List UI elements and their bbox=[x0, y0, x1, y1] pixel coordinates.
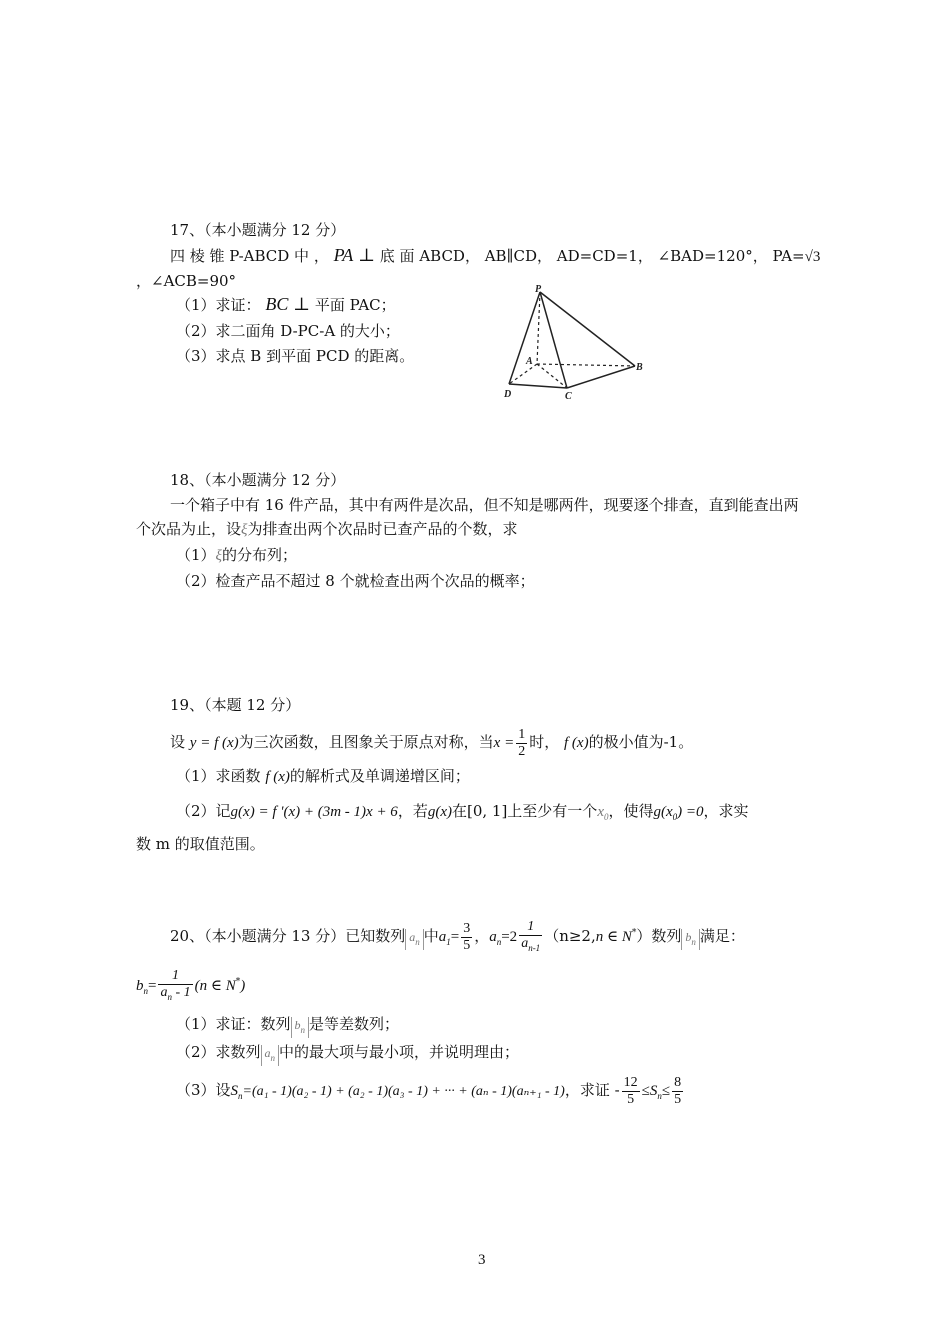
text: （1）求证：数列 bbox=[176, 1015, 291, 1033]
problem-20-q1 bbox=[176, 1014, 399, 1038]
xi-symbol: ξ bbox=[215, 548, 222, 564]
superscript: * bbox=[631, 928, 637, 938]
text: 满足： bbox=[699, 927, 745, 945]
denominator: 2 bbox=[518, 743, 526, 759]
math-y-fx: y = f (x) bbox=[189, 735, 239, 751]
math-n-in-n: (n ∈ N bbox=[194, 978, 236, 994]
problem-19-line1 bbox=[170, 722, 693, 763]
fraction-8-5 bbox=[672, 1075, 683, 1108]
math-fx: f (x) bbox=[564, 735, 589, 751]
text: （1） bbox=[176, 546, 216, 564]
text: 在[0, 1]上至少有一个 bbox=[451, 802, 598, 820]
seq-a bbox=[405, 929, 424, 950]
fraction-12-5 bbox=[622, 1075, 640, 1108]
edge-dc bbox=[509, 384, 567, 388]
subscript: 0 bbox=[672, 812, 678, 822]
text: 个次品为止，设 bbox=[136, 520, 242, 538]
text: ，使得 bbox=[608, 802, 654, 820]
text: 的极小值为-1。 bbox=[588, 733, 694, 751]
text: ， bbox=[474, 927, 490, 945]
text: ，若 bbox=[397, 802, 428, 820]
equals: = bbox=[450, 929, 460, 945]
superscript: * bbox=[235, 977, 241, 987]
text: 的分布列； bbox=[221, 546, 297, 564]
math-a1 bbox=[439, 929, 451, 945]
edge-pb bbox=[540, 292, 635, 366]
math-gx: g(x) bbox=[427, 804, 452, 820]
subscript: n bbox=[143, 986, 148, 996]
denominator: 5 bbox=[463, 937, 471, 953]
s: S bbox=[230, 1083, 239, 1099]
problem-17-line1 bbox=[170, 245, 820, 267]
page-number: 3 bbox=[478, 1252, 486, 1268]
math-x-eq: x = bbox=[493, 735, 515, 751]
problem-17-header: 17、（本小题满分 12 分） bbox=[170, 221, 346, 239]
edge-pd bbox=[509, 292, 540, 384]
le-symbol: ≤ bbox=[661, 1083, 671, 1099]
math-pa: PA bbox=[333, 245, 354, 265]
math-bn bbox=[136, 978, 148, 994]
text: 时， bbox=[529, 733, 560, 751]
sqrt-3: √3 bbox=[804, 249, 821, 265]
problem-19-header: 19、（本题 12 分） bbox=[170, 696, 301, 714]
equals-2: =2 bbox=[501, 929, 518, 945]
le-symbol: ≤ bbox=[641, 1083, 650, 1099]
text: 四 棱 锥 P-ABCD 中 ， bbox=[170, 247, 329, 265]
numerator: 1 bbox=[158, 968, 192, 985]
subscript: n bbox=[415, 937, 420, 947]
math-sn bbox=[650, 1083, 662, 1099]
problem-17-q1 bbox=[176, 294, 396, 315]
fraction-one-half bbox=[516, 727, 527, 760]
subscript: n bbox=[238, 1091, 243, 1101]
fraction-an-recurrence bbox=[519, 919, 542, 956]
math-sn bbox=[231, 1083, 243, 1099]
label-b: B bbox=[636, 362, 643, 373]
edge-ab bbox=[537, 364, 635, 366]
subscript: n bbox=[270, 1053, 276, 1063]
xi-symbol: ξ bbox=[241, 522, 248, 538]
edge-pc bbox=[540, 292, 567, 388]
problem-17-line2: ，∠ACB=90° bbox=[136, 272, 237, 290]
a: a bbox=[521, 935, 529, 951]
problem-18-header: 18、（本小题满分 12 分） bbox=[170, 471, 346, 489]
fraction-bn bbox=[158, 968, 192, 1005]
label-p: P bbox=[535, 284, 542, 295]
edge-ac bbox=[537, 364, 567, 388]
math-gx-def: g(x) = f '(x) + (3m - 1)x + 6 bbox=[230, 804, 398, 820]
problem-17-q3: （3）求点 B 到平面 PCD 的距离。 bbox=[176, 347, 415, 365]
numerator: 12 bbox=[623, 1074, 638, 1090]
text: （n≥2, bbox=[544, 927, 596, 945]
subscript: n bbox=[657, 1091, 662, 1101]
edge-cb bbox=[567, 366, 635, 388]
math-bc: BC bbox=[265, 294, 289, 314]
g-x: g(x bbox=[653, 804, 673, 820]
text: （2）求数列 bbox=[176, 1043, 261, 1061]
text: 平面 PAC； bbox=[314, 296, 396, 314]
problem-20-q2 bbox=[176, 1042, 519, 1066]
x: x bbox=[597, 804, 604, 820]
math-gx0-eq bbox=[654, 804, 704, 820]
math-fx: f (x) bbox=[265, 769, 290, 785]
b: b bbox=[136, 978, 144, 994]
problem-17-q2: （2）求二面角 D-PC-A 的大小； bbox=[176, 322, 400, 340]
problem-19-q2-line2: 数 m 的取值范围。 bbox=[136, 835, 265, 853]
pyramid-figure bbox=[495, 280, 655, 405]
subscript: n bbox=[496, 937, 502, 947]
problem-19-q1 bbox=[176, 766, 470, 787]
text: 中的最大项与最小项，并说明理由； bbox=[279, 1043, 520, 1061]
subscript: n bbox=[691, 937, 696, 947]
a: a bbox=[409, 930, 416, 944]
seq-b bbox=[291, 1017, 310, 1038]
problem-20-q3 bbox=[176, 1068, 685, 1118]
equals: = bbox=[148, 978, 157, 994]
math-n-in-n: n ∈ N bbox=[595, 929, 632, 945]
a: a bbox=[160, 984, 168, 1000]
edge-pa bbox=[537, 292, 540, 364]
problem-18-line2 bbox=[136, 519, 517, 540]
label-c: C bbox=[565, 391, 572, 402]
fraction-3-5 bbox=[461, 921, 472, 954]
problem-20-line1 bbox=[170, 913, 745, 962]
text: ）数列 bbox=[636, 927, 682, 945]
problem-18-line1: 一个箱子中有 16 件产品，其中有两件是次品，但不知是哪两件，现要逐个排查，直到能查出两 bbox=[170, 496, 799, 514]
text: （2）记 bbox=[176, 802, 231, 820]
subscript: 0 bbox=[603, 812, 609, 822]
denominator: 5 bbox=[674, 1091, 682, 1107]
problem-18-q2: （2）检查产品不超过 8 个就检查出两个次品的概率； bbox=[176, 572, 535, 590]
seq-a bbox=[261, 1045, 280, 1066]
math-x0 bbox=[597, 804, 608, 820]
math-sn-expression: =(a₁ - 1)(a₂ - 1) + (a₂ - 1)(a₃ - 1) + ··· + (aₙ - 1)(aₙ₊₁ - 1) bbox=[242, 1084, 565, 1099]
subscript: n bbox=[167, 991, 172, 1002]
text: 的解析式及单调递增区间； bbox=[289, 767, 470, 785]
text: 20、（本小题满分 13 分）已知数列 bbox=[170, 927, 406, 945]
subscript: n-1 bbox=[528, 942, 541, 953]
a: a bbox=[489, 929, 497, 945]
text: 设 bbox=[170, 733, 186, 751]
numerator: 1 bbox=[519, 919, 542, 936]
denominator: 5 bbox=[627, 1091, 635, 1107]
text: （3）设 bbox=[176, 1081, 231, 1099]
problem-20-line2 bbox=[136, 962, 245, 1011]
text: （1）求证： bbox=[176, 296, 261, 314]
perp-symbol: ⊥ bbox=[358, 245, 375, 265]
s: S bbox=[649, 1083, 658, 1099]
text: ，求证 - bbox=[564, 1081, 620, 1099]
text: 中 bbox=[423, 927, 439, 945]
paren: ) bbox=[240, 978, 246, 994]
minus-one: - 1 bbox=[171, 984, 191, 1000]
denominator bbox=[158, 985, 192, 1005]
subscript: n bbox=[300, 1025, 306, 1035]
label-d: D bbox=[504, 389, 512, 400]
denominator bbox=[519, 936, 542, 956]
a: a bbox=[264, 1046, 271, 1060]
label-a: A bbox=[526, 356, 533, 367]
perp-symbol: ⊥ bbox=[293, 294, 311, 314]
a: a bbox=[438, 929, 447, 945]
text: 是等差数列； bbox=[309, 1015, 400, 1033]
problem-19-q2 bbox=[176, 801, 749, 827]
edge-ad bbox=[509, 364, 537, 384]
text: 为排查出两个次品时已查产品的个数，求 bbox=[247, 520, 518, 538]
math-an bbox=[489, 929, 501, 945]
problem-18-q1 bbox=[176, 545, 297, 566]
text: （1）求函数 bbox=[176, 767, 261, 785]
b: b bbox=[685, 930, 692, 944]
text: 为三次函数，且图象关于原点对称，当 bbox=[238, 733, 494, 751]
b: b bbox=[294, 1018, 301, 1032]
eq-zero: ) =0 bbox=[677, 804, 704, 820]
text: ，求实 bbox=[703, 802, 749, 820]
seq-b bbox=[681, 929, 700, 950]
numerator: 1 bbox=[518, 726, 526, 742]
numerator: 3 bbox=[463, 920, 471, 936]
subscript: 1 bbox=[446, 937, 451, 947]
text: 底 面 ABCD， AB∥CD， AD=CD=1， ∠BAD=120°， PA= bbox=[379, 247, 805, 265]
numerator: 8 bbox=[674, 1074, 682, 1090]
